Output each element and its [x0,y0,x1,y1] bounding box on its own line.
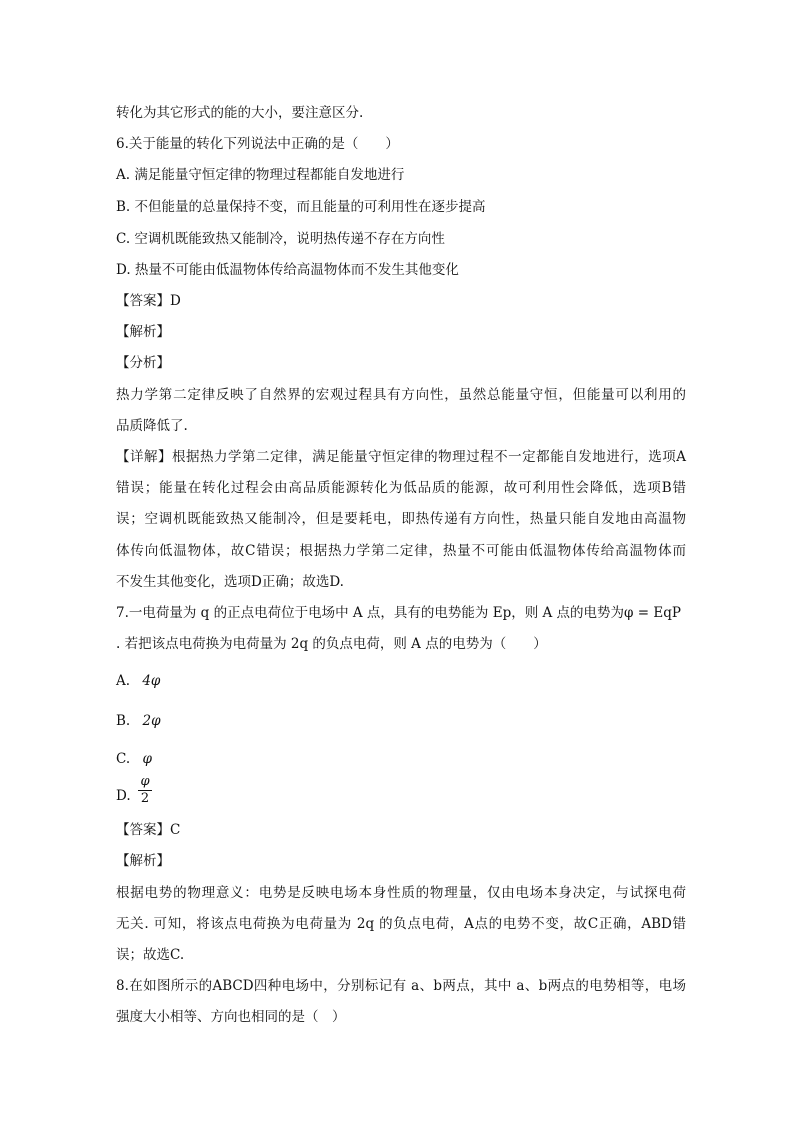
detail-text-6: 误；空调机既能致热又能制冷，但是要耗电，即热传递有方向性，热量只能自发地由高温物 [116,511,686,527]
analysis-heading-6: 【解析】 [116,324,170,340]
fraction-denominator: 2 [140,791,150,806]
analysis-heading-7: 【解析】 [116,853,170,869]
analysis-text-7: 误；故选C. [116,947,185,963]
answer-6: 【答案】D [116,293,181,309]
breakdown-text-6: 热力学第二定律反映了自然界的宏观过程具有方向性，虽然总能量守恒，但能量可以利用的 [116,387,686,403]
option-value: 2φ [142,713,161,729]
breakdown-heading-6: 【分析】 [116,355,170,371]
detail-text-6: 体传向低温物体，故C错误；根据热力学第二定律，热量不可能由低温物体传给高温物体而 [116,543,686,559]
analysis-text-7: 根据电势的物理意义：电势是反映电场本身性质的物理量，仅由电场本身决定，与试探电荷 [116,885,686,901]
option-value: φ [142,751,152,767]
question-7-option-c [116,749,686,769]
answer-7: 【答案】C [116,822,181,838]
question-7-option-b [116,711,686,731]
detail-text-6: 【详解】根据热力学第二定律，满足能量守恒定律的物理过程不一定都能自发地进行，选项A [116,449,686,465]
question-7-stem: 7.一电荷量为 q 的正点电荷位于电场中 A 点，具有的电势能为 Ep，则 A 点的电势为φ = EqP [116,605,681,621]
paragraph-line: 转化为其它形式的能的大小，要注意区分. [116,105,364,121]
question-8-stem: 8.在如图所示的ABCD四种电场中，分别标记有 a、b两点，其中 a、b两点的电势相等，电场 [116,978,686,994]
detail-text-6: 不发生其他变化，选项D正确；故选D. [116,574,344,590]
option-label: C. [116,751,131,767]
question-6-stem: 6.关于能量的转化下列说法中正确的是（ ） [116,136,399,152]
question-6-option-c: C. 空调机既能致热又能制冷，说明热传递不存在方向性 [116,231,445,247]
fraction-numerator: φ [138,774,152,791]
question-7-option-a [116,671,686,691]
option-label: A. [116,673,131,689]
question-6-option-b: B. 不但能量的总量保持不变，而且能量的可利用性在逐步提高 [116,199,486,215]
fraction [138,774,152,807]
option-label: D. [116,788,131,804]
question-7-option-d [116,786,686,806]
option-label: B. [116,713,131,729]
question-6-option-a: A. 满足能量守恒定律的物理过程都能自发地进行 [116,167,405,183]
option-value: 4φ [142,673,161,689]
detail-text-6: 错误；能量在转化过程会由高品质能源转化为低品质的能源，故可利用性会降低，选项B错 [116,480,686,496]
question-7-stem: . 若把该点电荷换为电荷量为 2q 的负点电荷，则 A 点的电势为（ ） [116,636,547,652]
question-8-stem: 强度大小相等、方向也相同的是（ ） [116,1009,346,1025]
analysis-text-7: 无关. 可知，将该点电荷换为电荷量为 2q 的负点电荷，A点的电势不变，故C正确，ABD错 [116,916,686,932]
question-6-option-d: D. 热量不可能由低温物体传给高温物体而不发生其他变化 [116,262,459,278]
breakdown-text-6: 品质降低了. [116,418,188,434]
